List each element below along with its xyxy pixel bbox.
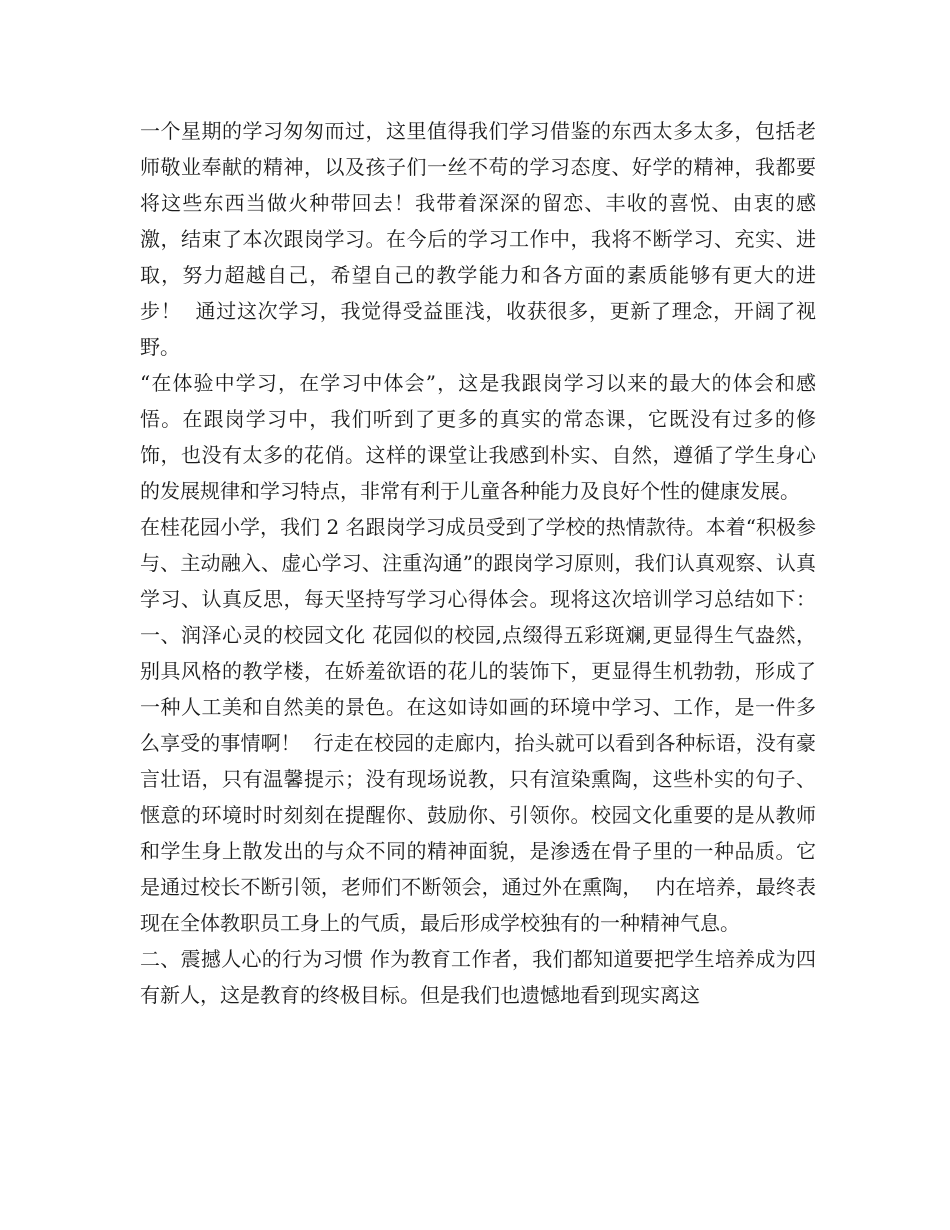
- paragraph-1: 一个星期的学习匆匆而过，这里值得我们学习借鉴的东西太多太多，包括老师敬业奉献的精神，以及孩子们一丝不苟的学习态度、好学的精神，我都要将这些东西当做火种带回去！我带着深深的留恋、丰收的喜悦、由衷的感激，结束了本次跟岗学习。在今后的学习工作中，我将不断学习、充实、进取，努力超越自己，希望自己的教学能力和各方面的素质能够有更大的进步！ 通过这次学习，我觉得受益匪浅，收获很多，更新了理念，开阔了视野。: [140, 119, 816, 359]
- document-body: [140, 113, 829, 1013]
- paragraph-4: 二、震撼人心的行为习惯 作为教育工作者，我们都知道要把学生培养成为四有新人，这是教育的终极目标。但是我们也遗憾地看到现实离这: [140, 947, 816, 1007]
- paragraph-3: 在桂花园小学，我们 2 名跟岗学习成员受到了学校的热情款待。本着“积极参与、主动融入、虚心学习、注重沟通”的跟岗学习原则，我们认真观察、认真学习、认真反思，每天坚持写学习心得体会。现将这次培训学习总结如下： 一、润泽心灵的校园文化 花园似的校园,点缀得五彩斑斓,更显得生气盎然，别具风格的教学楼，在娇羞欲语的花儿的装饰下，更显得生机勃勃，形成了一种人工美和自然美的景色。在这如诗如画的环境中学习、工作，是一件多么享受的事情啊！ 行走在校园的走廊内，抬头就可以看到各种标语，没有豪言壮语，只有温馨提示；没有现场说教，只有渲染熏陶，这些朴实的句子、惬意的环境时时刻刻在提醒你、鼓励你、引领你。校园文化重要的是从教师和学生身上散发出的与众不同的精神面貌，是渗透在骨子里的一种品质。它是通过校长不断引领，老师们不断领会，通过外在熏陶， 内在培养，最终表现在全体教职员工身上的气质，最后形成学校独有的一种精神气息。: [140, 515, 829, 935]
- paragraph-2: “在体验中学习，在学习中体会”，这是我跟岗学习以来的最大的体会和感悟。在跟岗学习中，我们听到了更多的真实的常态课，它既没有过多的修饰，也没有太多的花俏。这样的课堂让我感到朴实、自然，遵循了学生身心的发展规律和学习特点，非常有利于儿童各种能力及良好个性的健康发展。: [140, 371, 816, 503]
